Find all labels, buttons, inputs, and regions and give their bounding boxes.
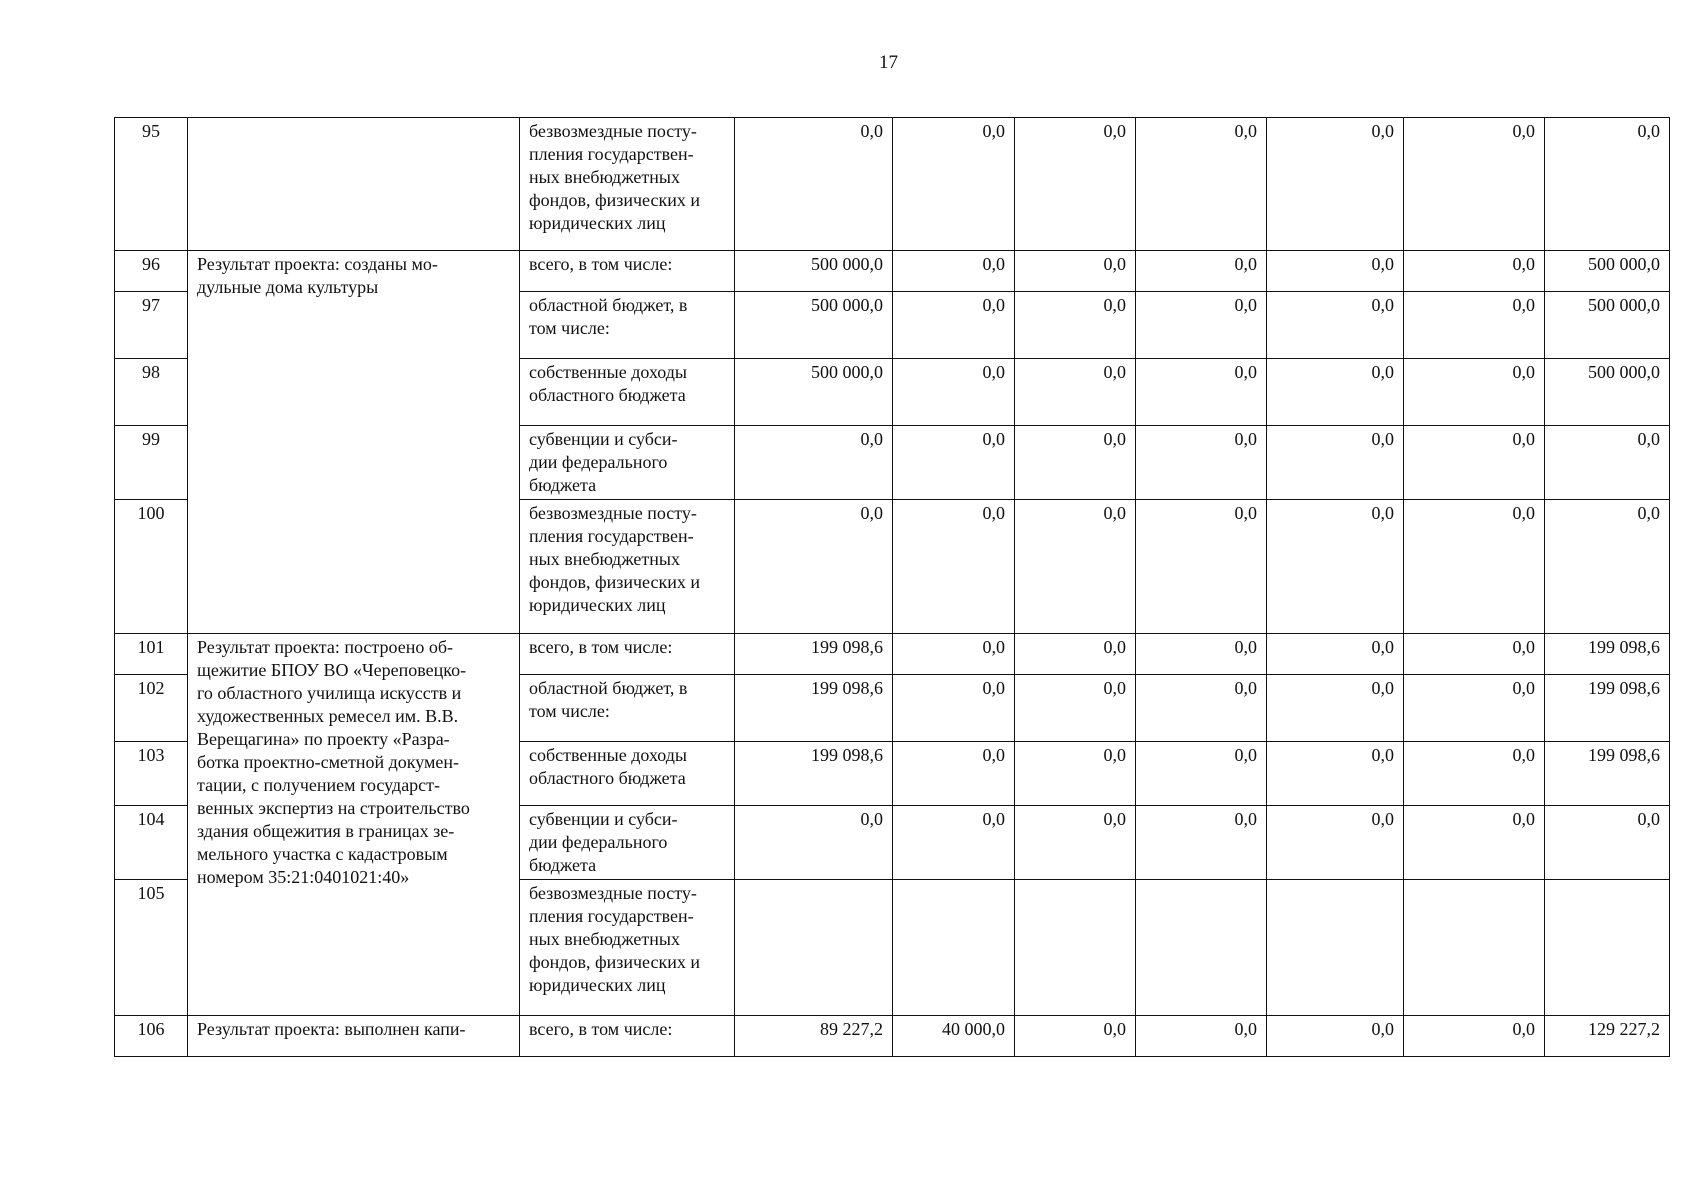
amount-cell: 0,0 bbox=[1267, 806, 1404, 880]
funding-source: собственные доходы областного бюджета bbox=[520, 742, 735, 806]
amount-cell: 0,0 bbox=[1136, 118, 1267, 251]
amount-cell: 0,0 bbox=[1545, 500, 1670, 634]
funding-source: безвозмездные посту- пления государствен- ных внебюджетных фондов, физических и юридических лиц bbox=[520, 880, 735, 1016]
amount-cell: 89 227,2 bbox=[735, 1016, 893, 1057]
funding-source: всего, в том числе: bbox=[520, 1016, 735, 1057]
amount-cell: 0,0 bbox=[1136, 675, 1267, 742]
amount-cell: 0,0 bbox=[893, 426, 1015, 500]
amount-cell: 0,0 bbox=[1015, 1016, 1136, 1057]
amount-cell: 0,0 bbox=[1267, 500, 1404, 634]
amount-cell: 0,0 bbox=[1267, 1016, 1404, 1057]
table-row bbox=[115, 118, 1670, 251]
amount-cell bbox=[1545, 880, 1670, 1016]
row-number: 96 bbox=[115, 251, 188, 292]
amount-cell bbox=[893, 880, 1015, 1016]
amount-cell: 0,0 bbox=[1136, 359, 1267, 426]
amount-cell: 500 000,0 bbox=[1545, 359, 1670, 426]
funding-source: всего, в том числе: bbox=[520, 634, 735, 675]
amount-cell: 0,0 bbox=[1545, 806, 1670, 880]
row-number: 103 bbox=[115, 742, 188, 806]
row-number: 98 bbox=[115, 359, 188, 426]
funding-source: субвенции и субси- дии федерального бюджета bbox=[520, 426, 735, 500]
amount-cell: 0,0 bbox=[1015, 742, 1136, 806]
amount-cell: 0,0 bbox=[1404, 292, 1545, 359]
amount-cell: 0,0 bbox=[1404, 426, 1545, 500]
amount-cell: 0,0 bbox=[1136, 251, 1267, 292]
amount-cell: 0,0 bbox=[893, 251, 1015, 292]
amount-cell: 500 000,0 bbox=[735, 292, 893, 359]
amount-cell: 500 000,0 bbox=[1545, 251, 1670, 292]
amount-cell: 0,0 bbox=[1015, 806, 1136, 880]
row-number: 104 bbox=[115, 806, 188, 880]
amount-cell bbox=[1015, 880, 1136, 1016]
amount-cell: 500 000,0 bbox=[735, 359, 893, 426]
project-result: Результат проекта: выполнен капи- bbox=[188, 1016, 520, 1057]
amount-cell: 0,0 bbox=[893, 292, 1015, 359]
amount-cell: 199 098,6 bbox=[735, 675, 893, 742]
amount-cell: 0,0 bbox=[1015, 500, 1136, 634]
amount-cell bbox=[1136, 880, 1267, 1016]
amount-cell: 0,0 bbox=[1015, 675, 1136, 742]
amount-cell: 40 000,0 bbox=[893, 1016, 1015, 1057]
amount-cell: 0,0 bbox=[1267, 292, 1404, 359]
amount-cell: 0,0 bbox=[1404, 806, 1545, 880]
amount-cell: 0,0 bbox=[1404, 1016, 1545, 1057]
amount-cell: 0,0 bbox=[1545, 426, 1670, 500]
amount-cell: 0,0 bbox=[1267, 634, 1404, 675]
amount-cell: 0,0 bbox=[893, 118, 1015, 251]
amount-cell: 0,0 bbox=[1267, 251, 1404, 292]
amount-cell: 0,0 bbox=[1136, 500, 1267, 634]
amount-cell: 0,0 bbox=[1015, 426, 1136, 500]
amount-cell: 0,0 bbox=[1404, 634, 1545, 675]
amount-cell: 0,0 bbox=[1404, 742, 1545, 806]
amount-cell: 500 000,0 bbox=[1545, 292, 1670, 359]
amount-cell: 500 000,0 bbox=[735, 251, 893, 292]
amount-cell: 0,0 bbox=[1404, 500, 1545, 634]
project-result: Результат проекта: созданы мо- дульные дома культуры bbox=[188, 251, 520, 634]
table-body bbox=[115, 118, 1670, 1057]
amount-cell: 0,0 bbox=[735, 806, 893, 880]
funding-source: безвозмездные посту- пления государствен- ных внебюджетных фондов, физических и юридических лиц bbox=[520, 500, 735, 634]
table-row bbox=[115, 634, 1670, 675]
amount-cell: 0,0 bbox=[893, 742, 1015, 806]
amount-cell: 0,0 bbox=[1267, 118, 1404, 251]
amount-cell: 0,0 bbox=[893, 359, 1015, 426]
project-result: Результат проекта: построено об- щежитие БПОУ ВО «Череповецко- го областного училища искусств и художественных ремесел им. В.В. Верещагина» по проекту «Разра- ботка проектно-сметной докумен- тации, с получением государст- венных экспертиз на строительство здания общежития в границах зе- мельного участка с кадастровым номером 35:21:0401021:40» bbox=[188, 634, 520, 1016]
amount-cell: 0,0 bbox=[1267, 359, 1404, 426]
amount-cell: 199 098,6 bbox=[735, 634, 893, 675]
amount-cell: 0,0 bbox=[1015, 118, 1136, 251]
funding-source: всего, в том числе: bbox=[520, 251, 735, 292]
amount-cell bbox=[1404, 880, 1545, 1016]
funding-source: собственные доходы областного бюджета bbox=[520, 359, 735, 426]
amount-cell: 0,0 bbox=[1136, 426, 1267, 500]
amount-cell: 0,0 bbox=[1015, 292, 1136, 359]
row-number: 97 bbox=[115, 292, 188, 359]
row-number: 95 bbox=[115, 118, 188, 251]
amount-cell: 0,0 bbox=[893, 675, 1015, 742]
amount-cell: 0,0 bbox=[735, 118, 893, 251]
amount-cell: 0,0 bbox=[1015, 251, 1136, 292]
amount-cell bbox=[1267, 880, 1404, 1016]
amount-cell: 199 098,6 bbox=[1545, 675, 1670, 742]
amount-cell: 0,0 bbox=[735, 426, 893, 500]
amount-cell: 0,0 bbox=[893, 500, 1015, 634]
amount-cell: 0,0 bbox=[1267, 742, 1404, 806]
row-number: 106 bbox=[115, 1016, 188, 1057]
funding-source: областной бюджет, в том числе: bbox=[520, 292, 735, 359]
row-number: 99 bbox=[115, 426, 188, 500]
row-number: 102 bbox=[115, 675, 188, 742]
amount-cell: 199 098,6 bbox=[1545, 634, 1670, 675]
amount-cell: 0,0 bbox=[1404, 251, 1545, 292]
amount-cell: 199 098,6 bbox=[735, 742, 893, 806]
amount-cell: 0,0 bbox=[1136, 806, 1267, 880]
amount-cell: 0,0 bbox=[1267, 675, 1404, 742]
row-number: 101 bbox=[115, 634, 188, 675]
row-number: 105 bbox=[115, 880, 188, 1016]
funding-source: субвенции и субси- дии федерального бюджета bbox=[520, 806, 735, 880]
amount-cell: 0,0 bbox=[1015, 359, 1136, 426]
amount-cell: 0,0 bbox=[1404, 118, 1545, 251]
amount-cell: 0,0 bbox=[1545, 118, 1670, 251]
amount-cell: 129 227,2 bbox=[1545, 1016, 1670, 1057]
amount-cell: 0,0 bbox=[1015, 634, 1136, 675]
table-row bbox=[115, 251, 1670, 292]
amount-cell: 0,0 bbox=[1136, 634, 1267, 675]
row-number: 100 bbox=[115, 500, 188, 634]
table-row bbox=[115, 1016, 1670, 1057]
funding-source: областной бюджет, в том числе: bbox=[520, 675, 735, 742]
amount-cell: 0,0 bbox=[1136, 742, 1267, 806]
amount-cell bbox=[735, 880, 893, 1016]
budget-table bbox=[114, 117, 1670, 1057]
funding-source: безвозмездные посту- пления государствен- ных внебюджетных фондов, физических и юридических лиц bbox=[520, 118, 735, 251]
amount-cell: 0,0 bbox=[1404, 675, 1545, 742]
project-result bbox=[188, 118, 520, 251]
amount-cell: 0,0 bbox=[1404, 359, 1545, 426]
amount-cell: 0,0 bbox=[1267, 426, 1404, 500]
amount-cell: 199 098,6 bbox=[1545, 742, 1670, 806]
amount-cell: 0,0 bbox=[893, 806, 1015, 880]
page-number: 17 bbox=[879, 52, 898, 73]
amount-cell: 0,0 bbox=[893, 634, 1015, 675]
amount-cell: 0,0 bbox=[1136, 292, 1267, 359]
amount-cell: 0,0 bbox=[1136, 1016, 1267, 1057]
amount-cell: 0,0 bbox=[735, 500, 893, 634]
